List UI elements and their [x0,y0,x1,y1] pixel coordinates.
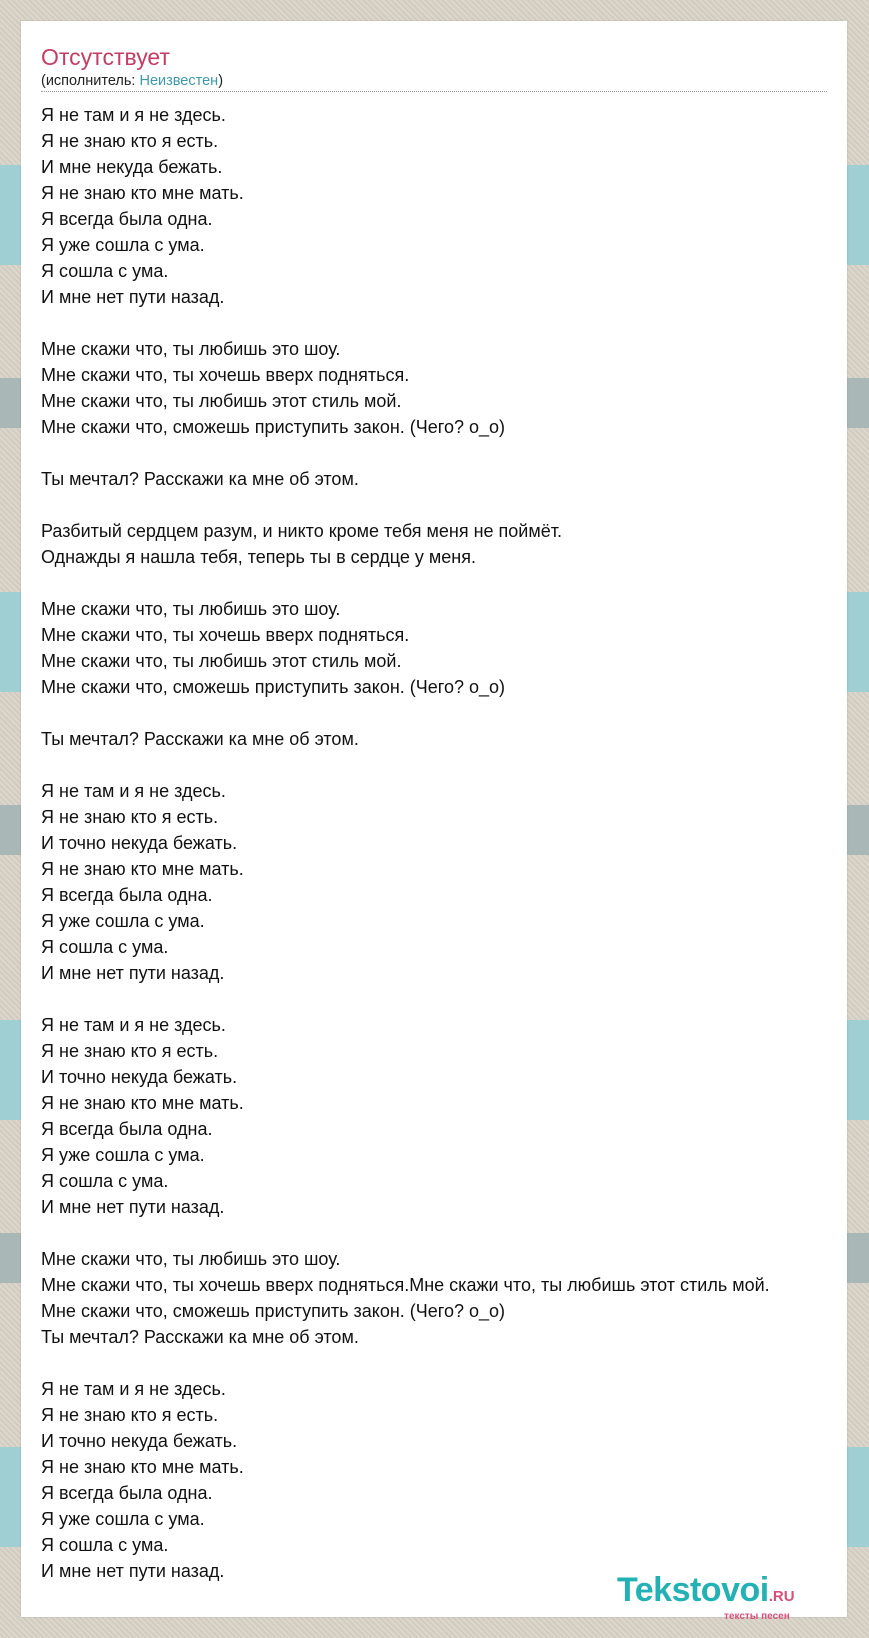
lyric-line: Мне скажи что, ты хочешь вверх подняться.Мне скажи что, ты любишь этот стиль мой. [41,1275,770,1295]
lyric-line: Я всегда была одна. [41,209,213,229]
lyric-blank-line [41,700,847,726]
logo-main: Tekstovoi [617,1571,769,1609]
lyric-line: Я не там и я не здесь. [41,1379,226,1399]
lyric-line: Я уже сошла с ума. [41,911,205,931]
site-logo[interactable] [617,1572,795,1615]
lyric-line: И мне некуда бежать. [41,157,223,177]
lyric-line: И точно некуда бежать. [41,1431,238,1451]
lyric-line: Я уже сошла с ума. [41,235,205,255]
lyric-line: Я уже сошла с ума. [41,1509,205,1529]
lyric-line: Мне скажи что, сможешь приступить закон. (Чего? o_o) [41,1301,506,1321]
performer-line [41,72,223,90]
artist-link[interactable]: Неизвестен [139,73,219,89]
lyric-line: Я не знаю кто мне мать. [41,183,244,203]
lyric-line: И мне нет пути назад. [41,1561,225,1581]
lyric-line: Ты мечтал? Расскажи ка мне об этом. [41,729,359,749]
lyrics-text [41,102,847,1584]
lyric-line: Я не знаю кто мне мать. [41,1093,244,1113]
lyric-line: Ты мечтал? Расскажи ка мне об этом. [41,469,359,489]
performer-prefix: (исполнитель: [41,73,140,89]
lyric-line: Я сошла с ума. [41,1171,169,1191]
lyric-line: Я не там и я не здесь. [41,781,226,801]
logo-tld: .RU [768,1588,795,1605]
lyric-line: Я не знаю кто мне мать. [41,859,244,879]
lyric-blank-line [41,752,847,778]
divider [41,91,827,92]
lyric-line: Мне скажи что, ты любишь этот стиль мой. [41,651,402,671]
performer-suffix: ) [218,73,224,89]
lyric-line: Я не знаю кто я есть. [41,807,219,827]
lyric-line: Я всегда была одна. [41,1483,213,1503]
lyric-line: Мне скажи что, сможешь приступить закон. (Чего? o_o) [41,677,506,697]
lyrics-card [21,21,847,1617]
lyric-line: Разбитый сердцем разум, и никто кроме тебя меня не поймёт. [41,521,562,541]
lyric-line: Я сошла с ума. [41,937,169,957]
lyric-line: Ты мечтал? Расскажи ка мне об этом. [41,1327,359,1347]
lyric-blank-line [41,986,847,1012]
lyric-line: Мне скажи что, ты хочешь вверх подняться. [41,625,410,645]
lyric-line: Я не знаю кто я есть. [41,1405,219,1425]
lyric-blank-line [41,570,847,596]
lyric-line: Мне скажи что, ты хочешь вверх подняться. [41,365,410,385]
lyric-line: Мне скажи что, сможешь приступить закон. (Чего? o_o) [41,417,506,437]
lyric-line: И точно некуда бежать. [41,1067,238,1087]
song-title: Отсутствует [41,44,170,70]
lyric-line: Мне скажи что, ты любишь это шоу. [41,339,341,359]
lyric-blank-line [41,1350,847,1376]
lyric-line: Я не там и я не здесь. [41,1015,226,1035]
lyric-blank-line [41,440,847,466]
lyric-line: Я не там и я не здесь. [41,105,226,125]
lyric-line: Я сошла с ума. [41,1535,169,1555]
lyric-line: Я уже сошла с ума. [41,1145,205,1165]
lyric-line: Мне скажи что, ты любишь это шоу. [41,599,341,619]
lyric-line: Мне скажи что, ты любишь это шоу. [41,1249,341,1269]
lyric-blank-line [41,492,847,518]
lyric-line: Я всегда была одна. [41,1119,213,1139]
lyric-line: И точно некуда бежать. [41,833,238,853]
lyric-blank-line [41,1220,847,1246]
lyric-line: И мне нет пути назад. [41,287,225,307]
logo-subtitle: тексты песен [724,1611,790,1622]
lyric-line: Мне скажи что, ты любишь этот стиль мой. [41,391,402,411]
lyric-line: И мне нет пути назад. [41,963,225,983]
lyric-line: Я не знаю кто я есть. [41,1041,219,1061]
lyric-blank-line [41,310,847,336]
lyric-line: И мне нет пути назад. [41,1197,225,1217]
lyric-line: Я не знаю кто я есть. [41,131,219,151]
lyric-line: Я сошла с ума. [41,261,169,281]
lyric-line: Я не знаю кто мне мать. [41,1457,244,1477]
lyric-line: Однажды я нашла тебя, теперь ты в сердце у меня. [41,547,476,567]
lyric-line: Я всегда была одна. [41,885,213,905]
